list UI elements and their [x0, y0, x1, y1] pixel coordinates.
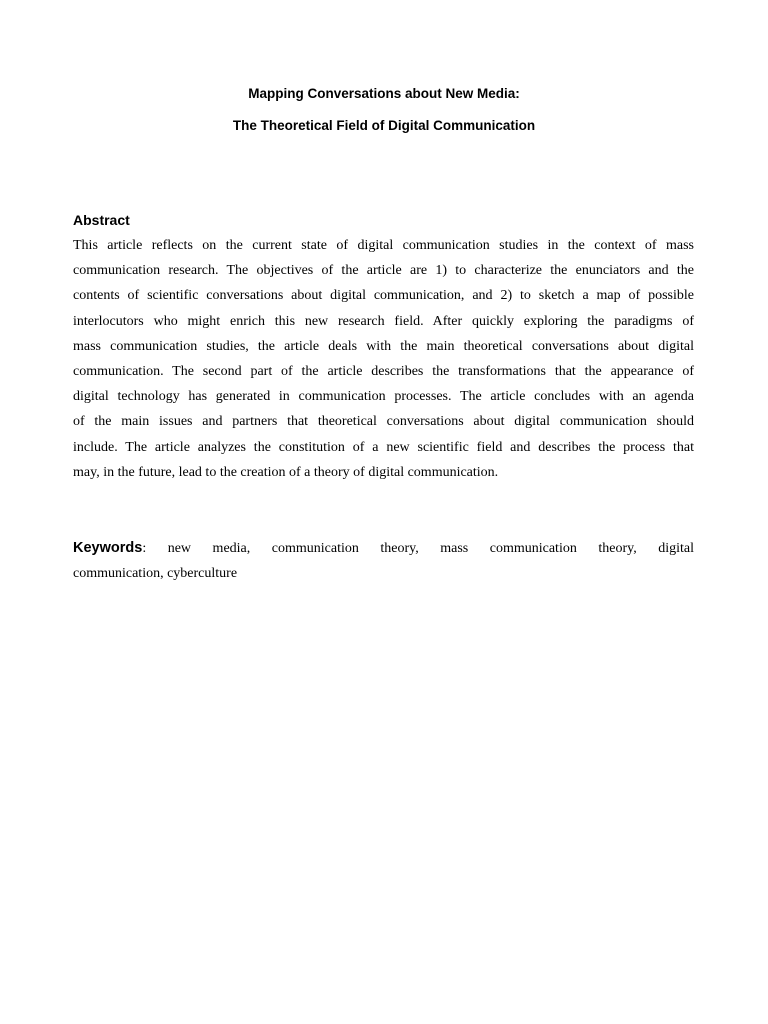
title-line-2: The Theoretical Field of Digital Communication [232, 118, 536, 133]
keywords-section [73, 535, 694, 587]
keywords-list-part-1: new media, communication theory, mass communication theory, digital [146, 541, 694, 556]
keywords-line-1 [73, 535, 694, 561]
abstract-body [73, 233, 694, 485]
abstract-line: This article reflects on the current state of digital communication studies in the context of mass [73, 238, 694, 253]
keywords-label: Keywords [73, 540, 143, 556]
abstract-line: mass communication studies, the article deals with the main theoretical conversations about digital [73, 338, 694, 354]
keywords-separator: : [142, 541, 147, 556]
abstract-line: contents of scientific conversations about digital communication, and 2) to sketch a map of possible [73, 288, 694, 304]
abstract-line: digital technology has generated in communication processes. The article concludes with an agenda [73, 389, 694, 405]
abstract-heading: Abstract [73, 212, 130, 228]
abstract-line: communication research. The objectives of the article are 1) to characterize the enunciators and the [73, 263, 694, 279]
abstract-line: may, in the future, lead to the creation of a theory of digital communication. [73, 464, 499, 480]
title-line-1: Mapping Conversations about New Media: [248, 86, 520, 101]
keywords-line-2: communication, cyberculture [73, 566, 238, 581]
paper-title [0, 84, 768, 136]
abstract-line: communication. The second part of the article describes the transformations that the appearance of [73, 363, 694, 379]
abstract-line: interlocutors who might enrich this new research field. After quickly exploring the paradigms of [73, 313, 694, 329]
abstract-line: of the main issues and partners that theoretical conversations about digital communication should [73, 414, 694, 430]
abstract-line: include. The article analyzes the constitution of a new scientific field and describes the process that [73, 439, 694, 455]
